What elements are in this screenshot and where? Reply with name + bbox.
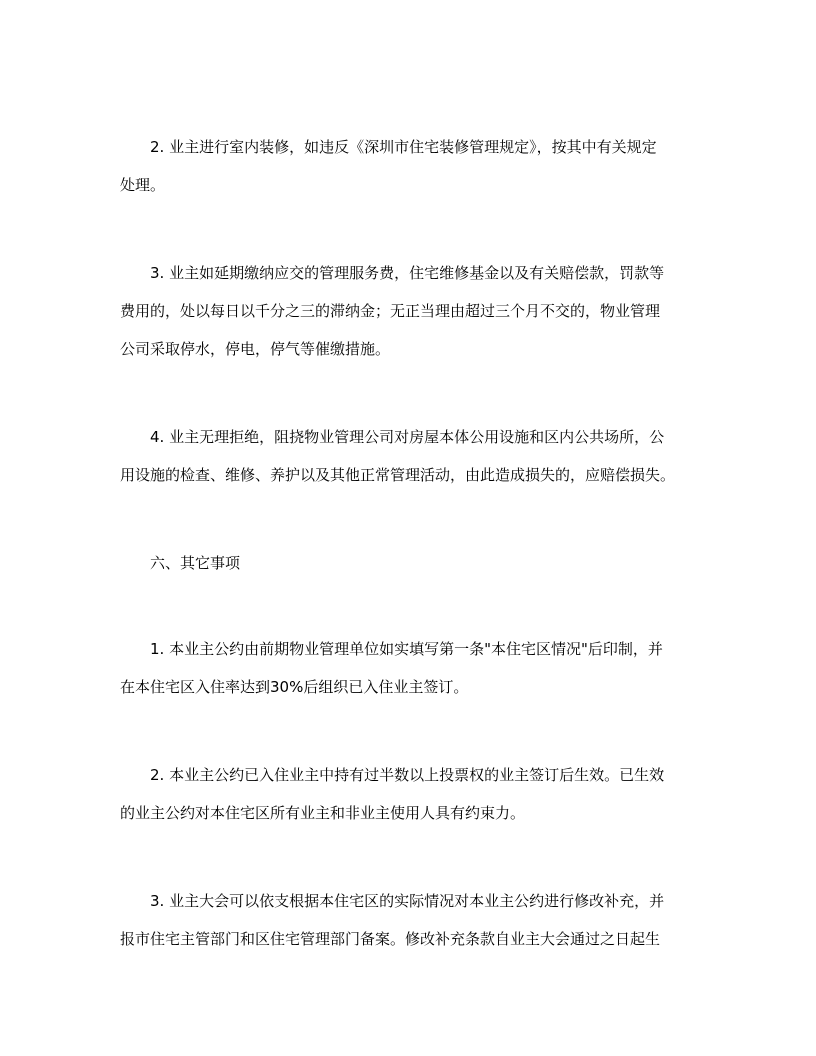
paragraph-refusal-obstruction — [120, 418, 698, 494]
paragraph-line: 公司采取停水，停电，停气等催缴措施。 — [120, 340, 391, 358]
paragraph-line: 处理。 — [120, 176, 166, 194]
section-heading: 六、其它事项 — [150, 554, 241, 572]
paragraph-late-payment — [120, 254, 698, 368]
paragraph-line: 2. 业主进行室内装修，如违反《深圳市住宅装修管理规定》，按其中有关规定 — [150, 138, 657, 156]
paragraph-renovation-violation — [120, 128, 698, 204]
paragraph-line: 4. 业主无理拒绝，阻挠物业管理公司对房屋本体公用设施和区内公共场所，公 — [150, 428, 665, 446]
section-heading-other-matters — [120, 544, 698, 582]
paragraph-line: 费用的，处以每日以千分之三的滞纳金；无正当理由超过三个月不交的，物业管理 — [120, 302, 661, 320]
paragraph-amendment — [120, 882, 698, 958]
paragraph-line: 的业主公约对本住宅区所有业主和非业主使用人具有约束力。 — [120, 804, 526, 822]
paragraph-line: 报市住宅主管部门和区住宅管理部门备案。修改补充条款自业主大会通过之日起生 — [120, 930, 661, 948]
paragraph-printing-signing — [120, 630, 698, 706]
paragraph-line: 3. 业主如延期缴纳应交的管理服务费，住宅维修基金以及有关赔偿款，罚款等 — [150, 264, 665, 282]
paragraph-line: 在本住宅区入住率达到30%后组织已入住业主签订。 — [120, 678, 469, 696]
paragraph-line: 2. 本业主公约已入住业主中持有过半数以上投票权的业主签订后生效。已生效 — [150, 766, 665, 784]
paragraph-line: 3. 业主大会可以依支根据本住宅区的实际情况对本业主公约进行修改补充，并 — [150, 892, 665, 910]
paragraph-line: 1. 本业主公约由前期物业管理单位如实填写第一条"本住宅区情况"后印制，并 — [150, 640, 663, 658]
paragraph-line: 用设施的检查、维修、养护以及其他正常管理活动，由此造成损失的，应赔偿损失。 — [120, 466, 676, 484]
paragraph-effectiveness — [120, 756, 698, 832]
